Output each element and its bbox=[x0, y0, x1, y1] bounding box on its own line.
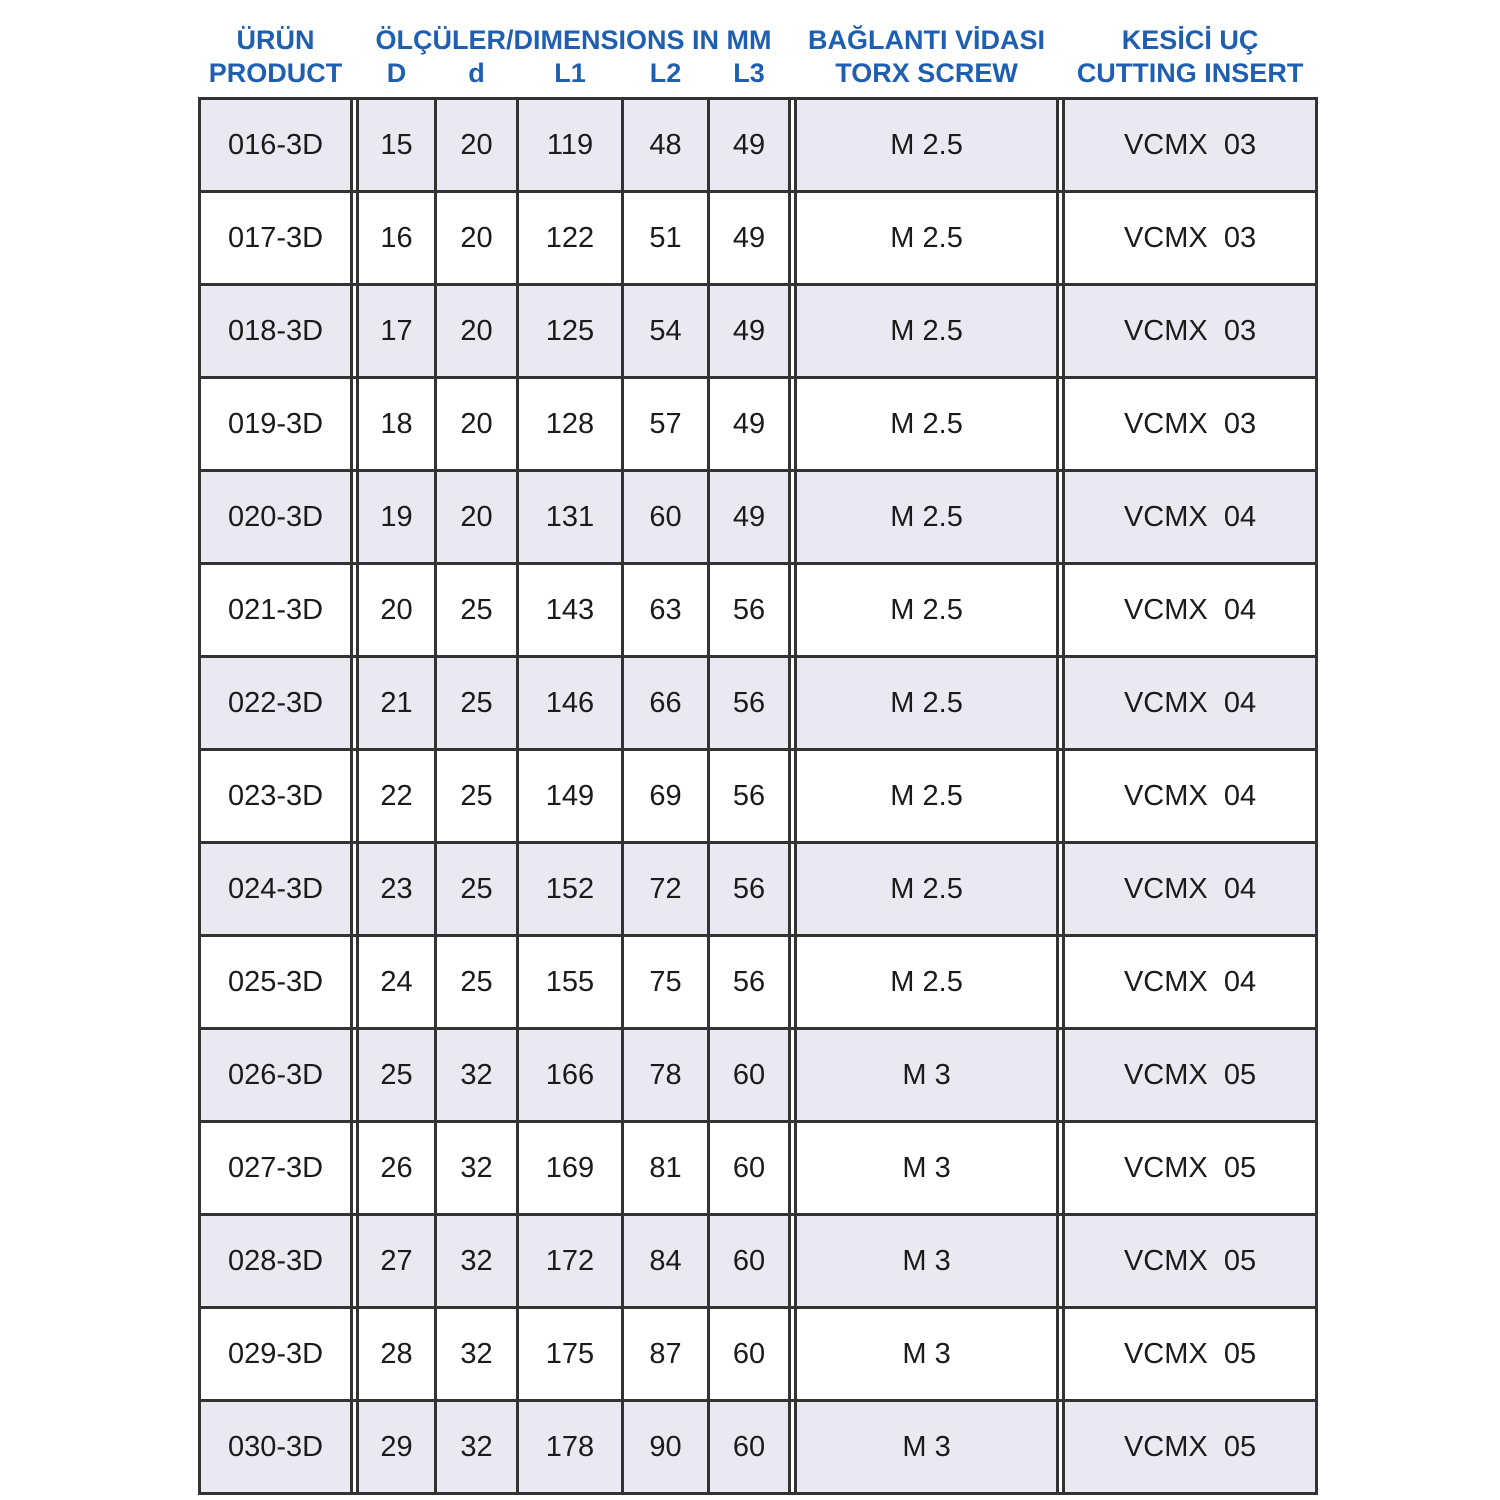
cell-L3: 60 bbox=[709, 1215, 790, 1308]
cell-L2: 48 bbox=[623, 99, 709, 192]
cell-L1: 128 bbox=[518, 378, 623, 471]
cell-insert: VCMX 05 bbox=[1064, 1308, 1317, 1401]
table-row bbox=[200, 1308, 1317, 1401]
table-row bbox=[200, 99, 1317, 192]
table-row bbox=[200, 378, 1317, 471]
cell-L3: 49 bbox=[709, 285, 790, 378]
cell-L3: 60 bbox=[709, 1401, 790, 1494]
cell-product: 030-3D bbox=[200, 1401, 352, 1494]
cell-D: 29 bbox=[358, 1401, 436, 1494]
cell-insert: VCMX 05 bbox=[1064, 1401, 1317, 1494]
cell-D: 22 bbox=[358, 750, 436, 843]
cell-L1: 149 bbox=[518, 750, 623, 843]
cell-L2: 90 bbox=[623, 1401, 709, 1494]
header-dimensions-title: ÖLÇÜLER/DIMENSIONS IN MM bbox=[375, 24, 772, 55]
cell-d: 20 bbox=[436, 192, 518, 285]
cell-torx: M 2.5 bbox=[796, 378, 1058, 471]
cell-insert: VCMX 05 bbox=[1064, 1215, 1317, 1308]
cell-L3: 49 bbox=[709, 471, 790, 564]
cell-L2: 72 bbox=[623, 843, 709, 936]
header-col-L2: L2 bbox=[649, 58, 682, 88]
cell-L2: 87 bbox=[623, 1308, 709, 1401]
header-col-L1: L1 bbox=[554, 58, 586, 88]
header-torx-line2: TORX SCREW bbox=[835, 58, 1018, 88]
cell-torx: M 3 bbox=[796, 1029, 1058, 1122]
cell-insert: VCMX 05 bbox=[1064, 1029, 1317, 1122]
cell-L1: 125 bbox=[518, 285, 623, 378]
cell-torx: M 2.5 bbox=[796, 471, 1058, 564]
cell-product: 025-3D bbox=[200, 936, 352, 1029]
cell-d: 25 bbox=[436, 657, 518, 750]
cell-L3: 60 bbox=[709, 1308, 790, 1401]
cell-D: 19 bbox=[358, 471, 436, 564]
cell-torx: M 2.5 bbox=[796, 936, 1058, 1029]
table-row bbox=[200, 1122, 1317, 1215]
cell-torx: M 3 bbox=[796, 1215, 1058, 1308]
cell-torx: M 2.5 bbox=[796, 192, 1058, 285]
cell-insert: VCMX 04 bbox=[1064, 471, 1317, 564]
cell-D: 16 bbox=[358, 192, 436, 285]
cell-insert: VCMX 04 bbox=[1064, 750, 1317, 843]
cell-insert: VCMX 03 bbox=[1064, 378, 1317, 471]
header-product-line1: ÜRÜN bbox=[236, 24, 315, 55]
cell-torx: M 3 bbox=[796, 1122, 1058, 1215]
cell-L1: 155 bbox=[518, 936, 623, 1029]
header-col-L3: L3 bbox=[733, 58, 765, 88]
header-insert-line2: CUTTING INSERT bbox=[1076, 58, 1304, 88]
cell-D: 27 bbox=[358, 1215, 436, 1308]
cell-L2: 51 bbox=[623, 192, 709, 285]
table-row bbox=[200, 285, 1317, 378]
table-header bbox=[200, 22, 1317, 99]
cell-L3: 56 bbox=[709, 843, 790, 936]
cell-D: 25 bbox=[358, 1029, 436, 1122]
cell-product: 024-3D bbox=[200, 843, 352, 936]
cell-torx: M 2.5 bbox=[796, 564, 1058, 657]
cell-D: 24 bbox=[358, 936, 436, 1029]
cell-L2: 66 bbox=[623, 657, 709, 750]
cell-L1: 175 bbox=[518, 1308, 623, 1401]
cell-insert: VCMX 05 bbox=[1064, 1122, 1317, 1215]
table-row bbox=[200, 1401, 1317, 1494]
table-row bbox=[200, 936, 1317, 1029]
cell-d: 20 bbox=[436, 99, 518, 192]
cell-torx: M 2.5 bbox=[796, 285, 1058, 378]
cell-insert: VCMX 04 bbox=[1064, 843, 1317, 936]
cell-D: 20 bbox=[358, 564, 436, 657]
cell-d: 20 bbox=[436, 471, 518, 564]
cell-L3: 56 bbox=[709, 750, 790, 843]
cell-product: 027-3D bbox=[200, 1122, 352, 1215]
cell-L1: 152 bbox=[518, 843, 623, 936]
cell-torx: M 2.5 bbox=[796, 657, 1058, 750]
header-product-line2: PRODUCT bbox=[208, 58, 343, 88]
header-col-D: D bbox=[386, 58, 407, 88]
cell-torx: M 3 bbox=[796, 1401, 1058, 1494]
product-spec-catalog bbox=[198, 22, 1318, 1495]
cell-L1: 119 bbox=[518, 99, 623, 192]
cell-insert: VCMX 03 bbox=[1064, 285, 1317, 378]
cell-D: 26 bbox=[358, 1122, 436, 1215]
cell-L1: 169 bbox=[518, 1122, 623, 1215]
cell-product: 018-3D bbox=[200, 285, 352, 378]
cell-d: 20 bbox=[436, 285, 518, 378]
cell-d: 25 bbox=[436, 843, 518, 936]
table-row bbox=[200, 657, 1317, 750]
table-row bbox=[200, 750, 1317, 843]
cell-product: 022-3D bbox=[200, 657, 352, 750]
cell-L2: 69 bbox=[623, 750, 709, 843]
cell-L2: 63 bbox=[623, 564, 709, 657]
table-row bbox=[200, 1029, 1317, 1122]
cell-L3: 56 bbox=[709, 657, 790, 750]
cell-insert: VCMX 03 bbox=[1064, 192, 1317, 285]
cell-L2: 54 bbox=[623, 285, 709, 378]
table-row bbox=[200, 564, 1317, 657]
cell-L2: 60 bbox=[623, 471, 709, 564]
cell-d: 25 bbox=[436, 936, 518, 1029]
table-body bbox=[200, 99, 1317, 1494]
cell-product: 029-3D bbox=[200, 1308, 352, 1401]
cell-insert: VCMX 04 bbox=[1064, 657, 1317, 750]
cell-L3: 56 bbox=[709, 936, 790, 1029]
table-row bbox=[200, 843, 1317, 936]
cell-product: 019-3D bbox=[200, 378, 352, 471]
cell-insert: VCMX 04 bbox=[1064, 564, 1317, 657]
cell-L2: 84 bbox=[623, 1215, 709, 1308]
cell-L3: 60 bbox=[709, 1029, 790, 1122]
table-row bbox=[200, 471, 1317, 564]
cell-d: 25 bbox=[436, 750, 518, 843]
cell-L3: 49 bbox=[709, 192, 790, 285]
cell-L1: 122 bbox=[518, 192, 623, 285]
header-insert-line1: KESİCİ UÇ bbox=[1121, 24, 1259, 55]
cell-product: 020-3D bbox=[200, 471, 352, 564]
cell-L1: 178 bbox=[518, 1401, 623, 1494]
cell-L1: 166 bbox=[518, 1029, 623, 1122]
table-row bbox=[200, 1215, 1317, 1308]
cell-D: 15 bbox=[358, 99, 436, 192]
cell-product: 023-3D bbox=[200, 750, 352, 843]
cell-L1: 146 bbox=[518, 657, 623, 750]
cell-insert: VCMX 03 bbox=[1064, 99, 1317, 192]
cell-D: 17 bbox=[358, 285, 436, 378]
cell-product: 016-3D bbox=[200, 99, 352, 192]
cell-L3: 60 bbox=[709, 1122, 790, 1215]
cell-L3: 49 bbox=[709, 378, 790, 471]
cell-L1: 172 bbox=[518, 1215, 623, 1308]
cell-L3: 49 bbox=[709, 99, 790, 192]
cell-L3: 56 bbox=[709, 564, 790, 657]
cell-d: 32 bbox=[436, 1029, 518, 1122]
cell-d: 32 bbox=[436, 1122, 518, 1215]
cell-torx: M 2.5 bbox=[796, 750, 1058, 843]
cell-L2: 57 bbox=[623, 378, 709, 471]
cell-product: 028-3D bbox=[200, 1215, 352, 1308]
cell-torx: M 2.5 bbox=[796, 99, 1058, 192]
cell-L2: 75 bbox=[623, 936, 709, 1029]
cell-product: 017-3D bbox=[200, 192, 352, 285]
cell-d: 25 bbox=[436, 564, 518, 657]
header-col-d: d bbox=[468, 58, 485, 88]
cell-D: 21 bbox=[358, 657, 436, 750]
cell-insert: VCMX 04 bbox=[1064, 936, 1317, 1029]
cell-product: 021-3D bbox=[200, 564, 352, 657]
product-spec-table bbox=[198, 22, 1318, 1495]
cell-product: 026-3D bbox=[200, 1029, 352, 1122]
cell-d: 20 bbox=[436, 378, 518, 471]
cell-torx: M 2.5 bbox=[796, 843, 1058, 936]
cell-d: 32 bbox=[436, 1215, 518, 1308]
cell-d: 32 bbox=[436, 1401, 518, 1494]
header-torx-line1: BAĞLANTI VİDASI bbox=[808, 24, 1046, 55]
cell-L2: 78 bbox=[623, 1029, 709, 1122]
cell-L2: 81 bbox=[623, 1122, 709, 1215]
cell-torx: M 3 bbox=[796, 1308, 1058, 1401]
cell-D: 23 bbox=[358, 843, 436, 936]
cell-L1: 131 bbox=[518, 471, 623, 564]
cell-D: 18 bbox=[358, 378, 436, 471]
cell-L1: 143 bbox=[518, 564, 623, 657]
cell-d: 32 bbox=[436, 1308, 518, 1401]
table-row bbox=[200, 192, 1317, 285]
cell-D: 28 bbox=[358, 1308, 436, 1401]
